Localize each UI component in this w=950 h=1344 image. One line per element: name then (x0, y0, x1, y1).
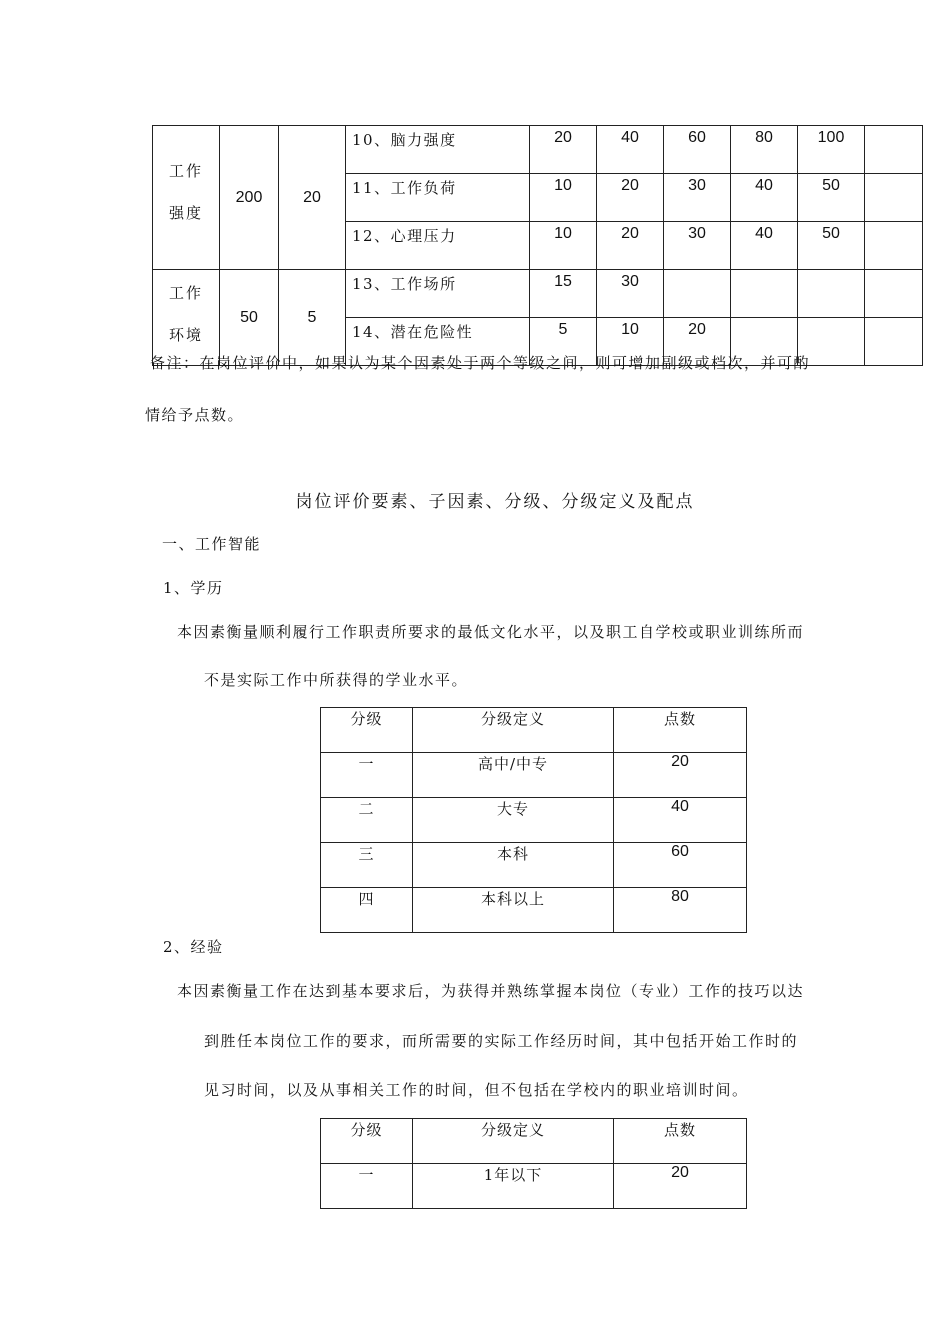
total-points-cell: 200 (220, 126, 279, 270)
item-heading: 2、经验 (163, 938, 224, 956)
column-header: 分级定义 (413, 1119, 614, 1164)
level-cell (664, 270, 731, 318)
level-cell (865, 174, 923, 222)
grade-cell: 三 (321, 843, 413, 888)
level-cell (865, 318, 923, 366)
paragraph-line: 不是实际工作中所获得的学业水平。 (204, 671, 469, 689)
definition-cell: 大专 (413, 798, 614, 843)
table-row (321, 798, 747, 843)
factor-name: 11、工作负荷 (346, 174, 530, 222)
level-cell (865, 222, 923, 270)
column-header: 分级定义 (413, 708, 614, 753)
level-cell (798, 270, 865, 318)
page-title: 岗位评价要素、子因素、分级、分级定义及配点 (295, 492, 695, 512)
factor-name: 10、脑力强度 (346, 126, 530, 174)
definition-cell: 1年以下 (413, 1164, 614, 1209)
factor-name: 13、工作场所 (346, 270, 530, 318)
level-cell: 20 (664, 318, 731, 366)
factor-score-table (152, 125, 923, 366)
definition-cell: 本科以上 (413, 888, 614, 933)
category-cell: 工作 环境 (153, 270, 220, 366)
points-cell: 40 (614, 798, 747, 843)
paragraph-line: 本因素衡量工作在达到基本要求后，为获得并熟练掌握本岗位（专业）工作的技巧以达 (177, 982, 805, 1000)
table-row (153, 270, 923, 318)
points-cell: 80 (614, 888, 747, 933)
grade-cell: 一 (321, 1164, 413, 1209)
level-cell: 80 (731, 126, 798, 174)
category-cell: 工作 强度 (153, 126, 220, 270)
table-row (321, 1164, 747, 1209)
level-cell: 50 (798, 174, 865, 222)
weight-cell: 5 (279, 270, 346, 366)
column-header: 分级 (321, 708, 413, 753)
grade-cell: 四 (321, 888, 413, 933)
table-row (321, 888, 747, 933)
level-cell: 30 (597, 270, 664, 318)
total-points-cell: 50 (220, 270, 279, 366)
column-header: 点数 (614, 1119, 747, 1164)
level-cell: 60 (664, 126, 731, 174)
paragraph-line: 见习时间，以及从事相关工作的时间，但不包括在学校内的职业培训时间。 (204, 1081, 749, 1099)
factor-name: 12、心理压力 (346, 222, 530, 270)
grade-cell: 一 (321, 753, 413, 798)
points-cell: 60 (614, 843, 747, 888)
item-heading: 1、学历 (163, 579, 224, 597)
level-cell: 50 (798, 222, 865, 270)
table-row (153, 126, 923, 174)
weight-cell: 20 (279, 126, 346, 270)
points-cell: 20 (614, 1164, 747, 1209)
factor-name: 14、潜在危险性 (346, 318, 530, 366)
note-line-2: 情给予点数。 (145, 406, 245, 424)
level-cell: 40 (597, 126, 664, 174)
level-cell: 20 (597, 174, 664, 222)
column-header: 分级 (321, 1119, 413, 1164)
level-cell (865, 126, 923, 174)
table-row (321, 753, 747, 798)
level-cell: 15 (530, 270, 597, 318)
level-cell: 30 (664, 222, 731, 270)
education-grade-table (320, 707, 747, 933)
level-cell: 100 (798, 126, 865, 174)
points-cell: 20 (614, 753, 747, 798)
definition-cell: 高中/中专 (413, 753, 614, 798)
level-cell: 20 (597, 222, 664, 270)
table-header-row (321, 1119, 747, 1164)
level-cell: 40 (731, 222, 798, 270)
column-header: 点数 (614, 708, 747, 753)
table-row (321, 843, 747, 888)
level-cell: 10 (597, 318, 664, 366)
level-cell: 5 (530, 318, 597, 366)
grade-cell: 二 (321, 798, 413, 843)
paragraph-line: 到胜任本岗位工作的要求，而所需要的实际工作经历时间，其中包括开始工作时的 (204, 1032, 799, 1050)
level-cell (731, 270, 798, 318)
level-cell (865, 270, 923, 318)
level-cell: 10 (530, 222, 597, 270)
level-cell: 40 (731, 174, 798, 222)
definition-cell: 本科 (413, 843, 614, 888)
level-cell: 20 (530, 126, 597, 174)
level-cell: 10 (530, 174, 597, 222)
table-header-row (321, 708, 747, 753)
paragraph-line: 本因素衡量顺利履行工作职责所要求的最低文化水平，以及职工自学校或职业训练所而 (177, 623, 805, 641)
section-heading: 一、工作智能 (162, 535, 262, 553)
level-cell: 30 (664, 174, 731, 222)
note-line-1: 备注：在岗位评价中，如果认为某个因素处于两个等级之间，则可增加副级或档次，并可酌 (150, 354, 811, 372)
experience-grade-table (320, 1118, 747, 1209)
